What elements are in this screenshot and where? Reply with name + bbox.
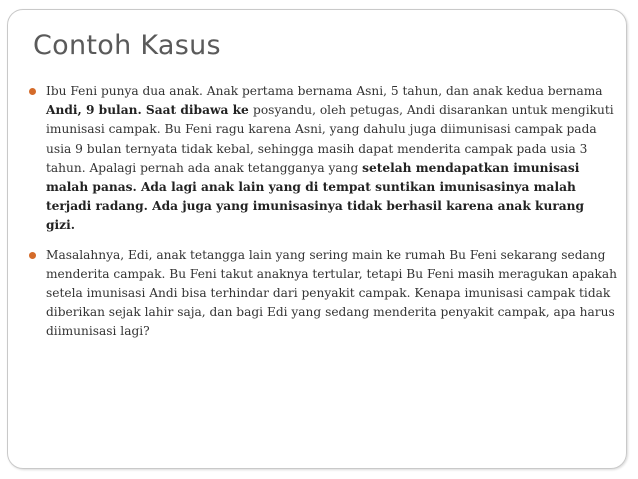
bullet-dot-icon: [29, 88, 36, 95]
slide-title: Contoh Kasus: [33, 30, 221, 61]
bullet-2-text-1: Masalahnya, Edi, anak tetangga lain yang sering main ke rumah Bu Feni sekarang sedang menderita campak. Bu Feni takut anaknya tertular, tetapi Bu Feni masih meragukan apakah setela imunisasi Andi bisa terhindar dari penyakit campak. Kenapa imunisasi campak tidak diberikan sejak lahir saja, dan bagi Edi yang sedang menderita penyakit campak, apa harus diimunisasi lagi?: [46, 247, 618, 339]
bullet-1-text-4: setelah mendapatkan imunisasi malah panas. Ada lagi anak lain yang di tempat suntikan imunisasinya malah terjadi radang. Ada juga yang imunisasinya tidak berhasil karena anak kurang gizi.: [46, 160, 585, 233]
bullet-dot-icon: [29, 252, 36, 259]
bullet-1-text-1: Ibu Feni punya dua anak. Anak pertama bernama Asni, 5 tahun, dan anak kedua bernama: [46, 84, 603, 98]
bullet-1-text-3: posyandu, oleh petugas, Andi disarankan untuk mengikuti imunisasi campak. Bu Feni ragu karena Asni, yang dahulu juga diimunisasi campak pada usia 9 bulan ternyata tidak kebal, sehingga masih dapat menderita campak pada usia 3 tahun. Apalagi pernah ada anak tetangganya yang: [46, 103, 614, 175]
bullet-list: [27, 82, 617, 352]
bullet-item-1: [27, 82, 617, 236]
bullet-1-text-2: Andi, 9 bulan. Saat dibawa ke: [46, 103, 254, 118]
bullet-item-2: [27, 246, 617, 342]
